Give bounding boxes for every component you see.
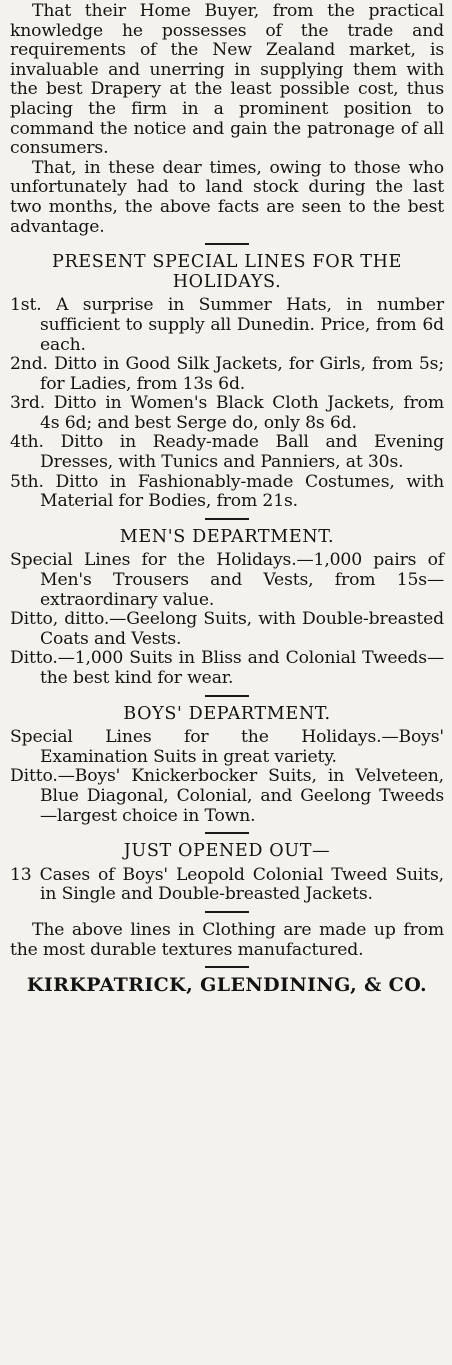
just-opened-heading: JUST OPENED OUT— [123, 841, 331, 862]
mens-department-item: Special Lines for the Holidays.—1,000 pairs of Men's Trousers and Vests, from 15s—extraordinary value. [10, 550, 444, 610]
special-line-item: 1st. A surprise in Summer Hats, in number sufficient to supply all Dunedin. Price, from 6d each. [10, 295, 444, 355]
special-lines-heading: PRESENT SPECIAL LINES FOR THE HOLIDAYS. [52, 252, 402, 292]
boys-department-heading: BOYS' DEPARTMENT. [123, 703, 331, 724]
special-line-item: 4th. Ditto in Ready-made Ball and Evening Dresses, with Tunics and Panniers, at 30s. [10, 432, 444, 473]
mens-department-heading: MEN'S DEPARTMENT. [119, 526, 335, 547]
special-line-item: 2nd. Ditto in Good Silk Jackets, for Girls, from 5s; for Ladies, from 13s 6d. [10, 354, 444, 394]
boys-department-item: Ditto.—Boys' Knickerbocker Suits, in Velveteen, Blue Diagonal, Colonial, and Geelong Tweeds—largest choice in Town. [10, 766, 444, 826]
section-divider [205, 832, 249, 834]
intro-paragraph-dear-times: That, in these dear times, owing to those who unfortunately had to land stock during the last two months, the above facts are seen to the best advantage. [10, 157, 444, 237]
section-divider [205, 911, 249, 913]
section-divider [205, 518, 249, 520]
boys-department-item: Special Lines for the Holidays.—Boys' Examination Suits in great variety. [10, 727, 444, 767]
section-divider [205, 243, 249, 245]
just-opened-item: 13 Cases of Boys' Leopold Colonial Tweed Suits, in Single and Double-breasted Jackets. [10, 864, 444, 905]
special-line-item: 3rd. Ditto in Women's Black Cloth Jackets, from 4s 6d; and best Serge do, only 8s 6d. [10, 393, 444, 433]
section-divider [205, 966, 249, 968]
section-divider [205, 695, 249, 697]
mens-department-item: Ditto.—1,000 Suits in Bliss and Colonial Tweeds—the best kind for wear. [10, 648, 444, 688]
closing-paragraph: The above lines in Clothing are made up from the most durable textures manufactured. [10, 919, 444, 960]
special-line-item: 5th. Ditto in Fashionably-made Costumes, with Material for Bodies, from 21s. [10, 471, 444, 512]
advertiser-signature: KIRKPATRICK, GLENDINING, & CO. [26, 974, 428, 997]
intro-paragraph-home-buyer: That their Home Buyer, from the practical knowledge he possesses of the trade and requirements of the New Zealand market, is invaluable and unerring in supplying them with the best Drapery at the least possible cost, thus placing the firm in a prominent position to command the notice and gain the patronage of all consumers. [10, 1, 444, 159]
mens-department-item: Ditto, ditto.—Geelong Suits, with Double-breasted Coats and Vests. [10, 609, 444, 649]
